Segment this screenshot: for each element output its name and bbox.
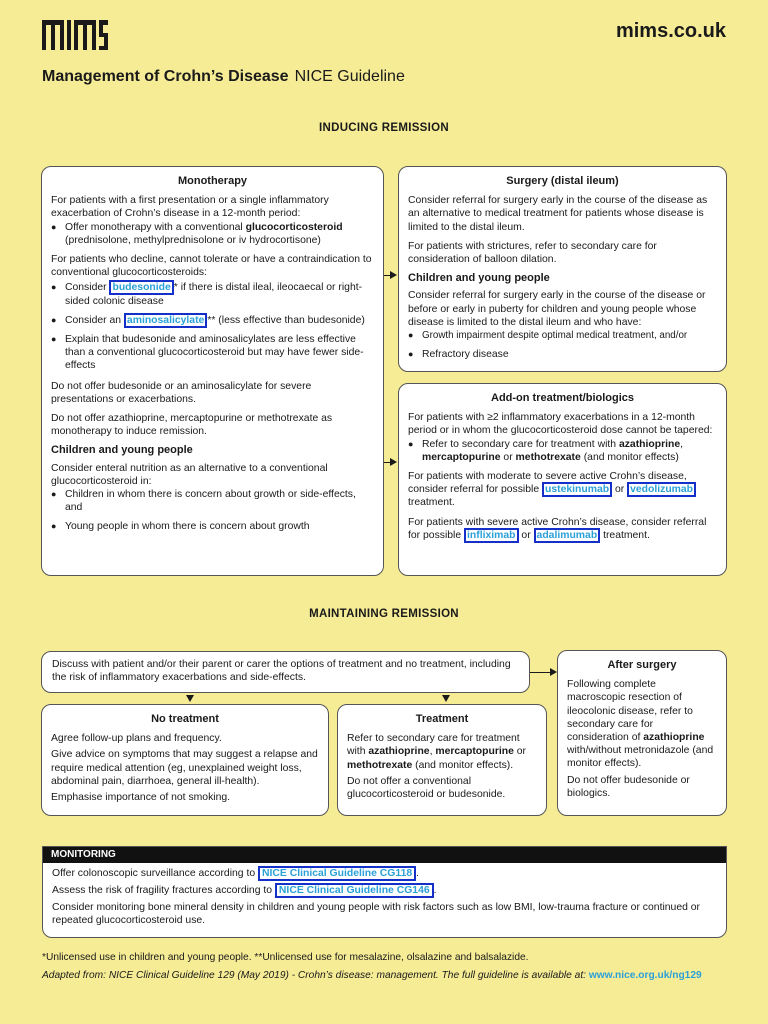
maintaining-remission-heading: MAINTAINING REMISSION [309,608,459,620]
treatment-p2: Do not offer a conventional glucocorticosteroid or budesonide. [347,775,506,801]
mono-bullet-4: ● Explain that budesonide and aminosalicylates are less effective than a conventional glucocorticosteroid but may have fewer side-effects [51,333,374,373]
cg146-link[interactable]: NICE Clinical Guideline CG146 [275,883,434,898]
inducing-remission-heading: INDUCING REMISSION [319,122,449,134]
adapted-note: Adapted from: NICE Clinical Guideline 129 (May 2019) - Crohn’s disease: management. The full guideline is available at: www.nice.org.uk/ng129 [42,970,702,981]
after-surgery-p1: Following complete macroscopic resection of ileocolonic disease, refer to secondary care for consideration of azathioprine with/without metronidazole (and monitor effects). [567,679,714,770]
monitoring-line-1: Offer colonoscopic surveillance according to NICE Clinical Guideline CG118 . [52,868,420,879]
mono-children-heading: Children and young people [51,444,193,457]
mono-bullet-5: ● Children in whom there is concern about growth or side-effects, and [51,488,374,514]
arrow-to-treatment-icon [442,695,450,702]
no-treatment-title: No treatment [151,713,219,725]
monitoring-line-3: Consider monitoring bone mineral density in children and young people with risk factors such as low BMI, low-trauma fracture or continued or repeated glucocorticosteroid use. [52,902,700,926]
surgery-bullet-2: ● Refractory disease [408,348,717,361]
title-subtitle: NICE Guideline [294,68,405,85]
surgery-p1: Consider referral for surgery early in the course of the disease as an alternative to medical treatment for patients whose disease is limited to the distal ileum. [408,195,708,233]
addon-box [398,383,727,576]
no-treatment-p1: Agree follow-up plans and frequency. [51,733,222,745]
surgery-bullet-1: ● Growth impairment despite optimal medical treatment, and/or [408,329,717,342]
mono-p5: Consider enteral nutrition as an alternative to a conventional glucocorticosteroid in: [51,462,328,487]
addon-p3: For patients with severe active Crohn’s disease, consider referral for possible infliximab or adalimumab treatment. [408,516,707,541]
page-title [42,68,405,86]
mono-p2: For patients who decline, cannot tolerate or have a contraindication to conventional glucocorticosteroids: [51,254,372,279]
surgery-p3: Consider referral for surgery early in the course of the disease or before or early in puberty for children and young people whose disease is limited to the distal ileum and who have: [408,290,706,328]
discuss-box [41,651,530,693]
title-main: Management of Crohn’s Disease [42,68,289,85]
mono-bullet-6: ● Young people in whom there is concern about growth [51,520,374,533]
budesonide-link[interactable]: budesonide [109,280,173,295]
discuss-text: Discuss with patient and/or their parent or carer the options of treatment and no treatment, including the risk of inflammatory exacerbations and side-effects. [52,659,511,684]
surgery-title: Surgery (distal ileum) [506,175,619,187]
mono-p4: Do not offer azathioprine, mercaptopurine or methotrexate as monotherapy to induce remission. [51,413,333,438]
surgery-box [398,166,727,372]
monotherapy-title: Monotherapy [177,175,248,187]
arrow-to-addon-icon [390,458,397,466]
addon-p1: For patients with ≥2 inflammatory exacerbations in a 12-month period or in whom the glucocorticosteroid dose cannot be tapered: [408,412,713,437]
mono-bullet-2: ● Consider budesonide * if there is distal ileal, ileocaecal or right-sided colonic disease [51,281,374,307]
no-treatment-p2: Give advice on symptoms that may suggest a relapse and require medical attention (eg, unexplained weight loss, abdominal pain, diarrhoea, general ill-health). [51,749,318,787]
addon-bullet-1: ● Refer to secondary care for treatment with azathioprine, mercaptopurine or methotrexate (and monitor effects) [408,438,717,464]
aminosalicylate-link[interactable]: aminosalicylate [124,313,207,328]
addon-title: Add-on treatment/biologics [491,392,634,404]
after-surgery-p2: Do not offer budesonide or biologics. [567,774,690,799]
monitoring-line-2: Assess the risk of fragility fractures according to NICE Clinical Guideline CG146 . [52,885,437,896]
after-surgery-box [557,650,727,816]
connector-line-after-surgery [530,672,550,673]
arrow-to-after-surgery-icon [550,668,557,676]
treatment-box [337,704,547,816]
arrow-to-surgery-icon [390,271,397,279]
infliximab-link[interactable]: infliximab [464,528,519,543]
after-surgery-title: After surgery [607,659,677,671]
mono-p1: For patients with a first presentation or a single inflammatory exacerbation of Crohn’s disease in a 12-month period: [51,195,329,220]
ustekinumab-link[interactable]: ustekinumab [542,482,612,497]
adalimumab-link[interactable]: adalimumab [534,528,601,543]
no-treatment-p3: Emphasise importance of not smoking. [51,792,231,804]
mono-bullet-1: ● Offer monotherapy with a conventional glucocorticosteroid (prednisolone, methylprednisolone or iv hydrocortisone) [51,221,374,247]
surgery-p2: For patients with strictures, refer to secondary care for consideration of balloon dilation. [408,240,657,266]
mono-p3: Do not offer budesonide or an aminosalicylate for severe presentations or exacerbations. [51,380,312,405]
treatment-title: Treatment [415,713,469,725]
cg118-link[interactable]: NICE Clinical Guideline CG118 [258,866,416,881]
mono-bullet-3: ● Consider an aminosalicylate ** (less effective than budesonide) [51,314,374,327]
footnote: *Unlicensed use in children and young people. **Unlicensed use for mesalazine, olsalazine and balsalazide. [42,952,529,963]
no-treatment-box [41,704,329,816]
arrow-to-no-treatment-icon [186,695,194,702]
surgery-children-heading: Children and young people [408,272,550,285]
treatment-p1: Refer to secondary care for treatment with azathioprine, mercaptopurine or methotrexate (and monitor effects). [347,733,527,771]
monitoring-box [42,846,727,938]
site-url[interactable]: mims.co.uk [615,20,726,42]
mims-logo [42,16,108,52]
addon-p2: For patients with moderate to severe active Crohn’s disease, consider referral for possible ustekinumab or vedolizumab treatment. [408,470,717,510]
nice-url-link[interactable]: www.nice.org.uk/ng129 [588,970,702,981]
vedolizumab-link[interactable]: vedolizumab [627,482,696,497]
monotherapy-box [41,166,384,576]
monitoring-heading: MONITORING [43,847,726,863]
